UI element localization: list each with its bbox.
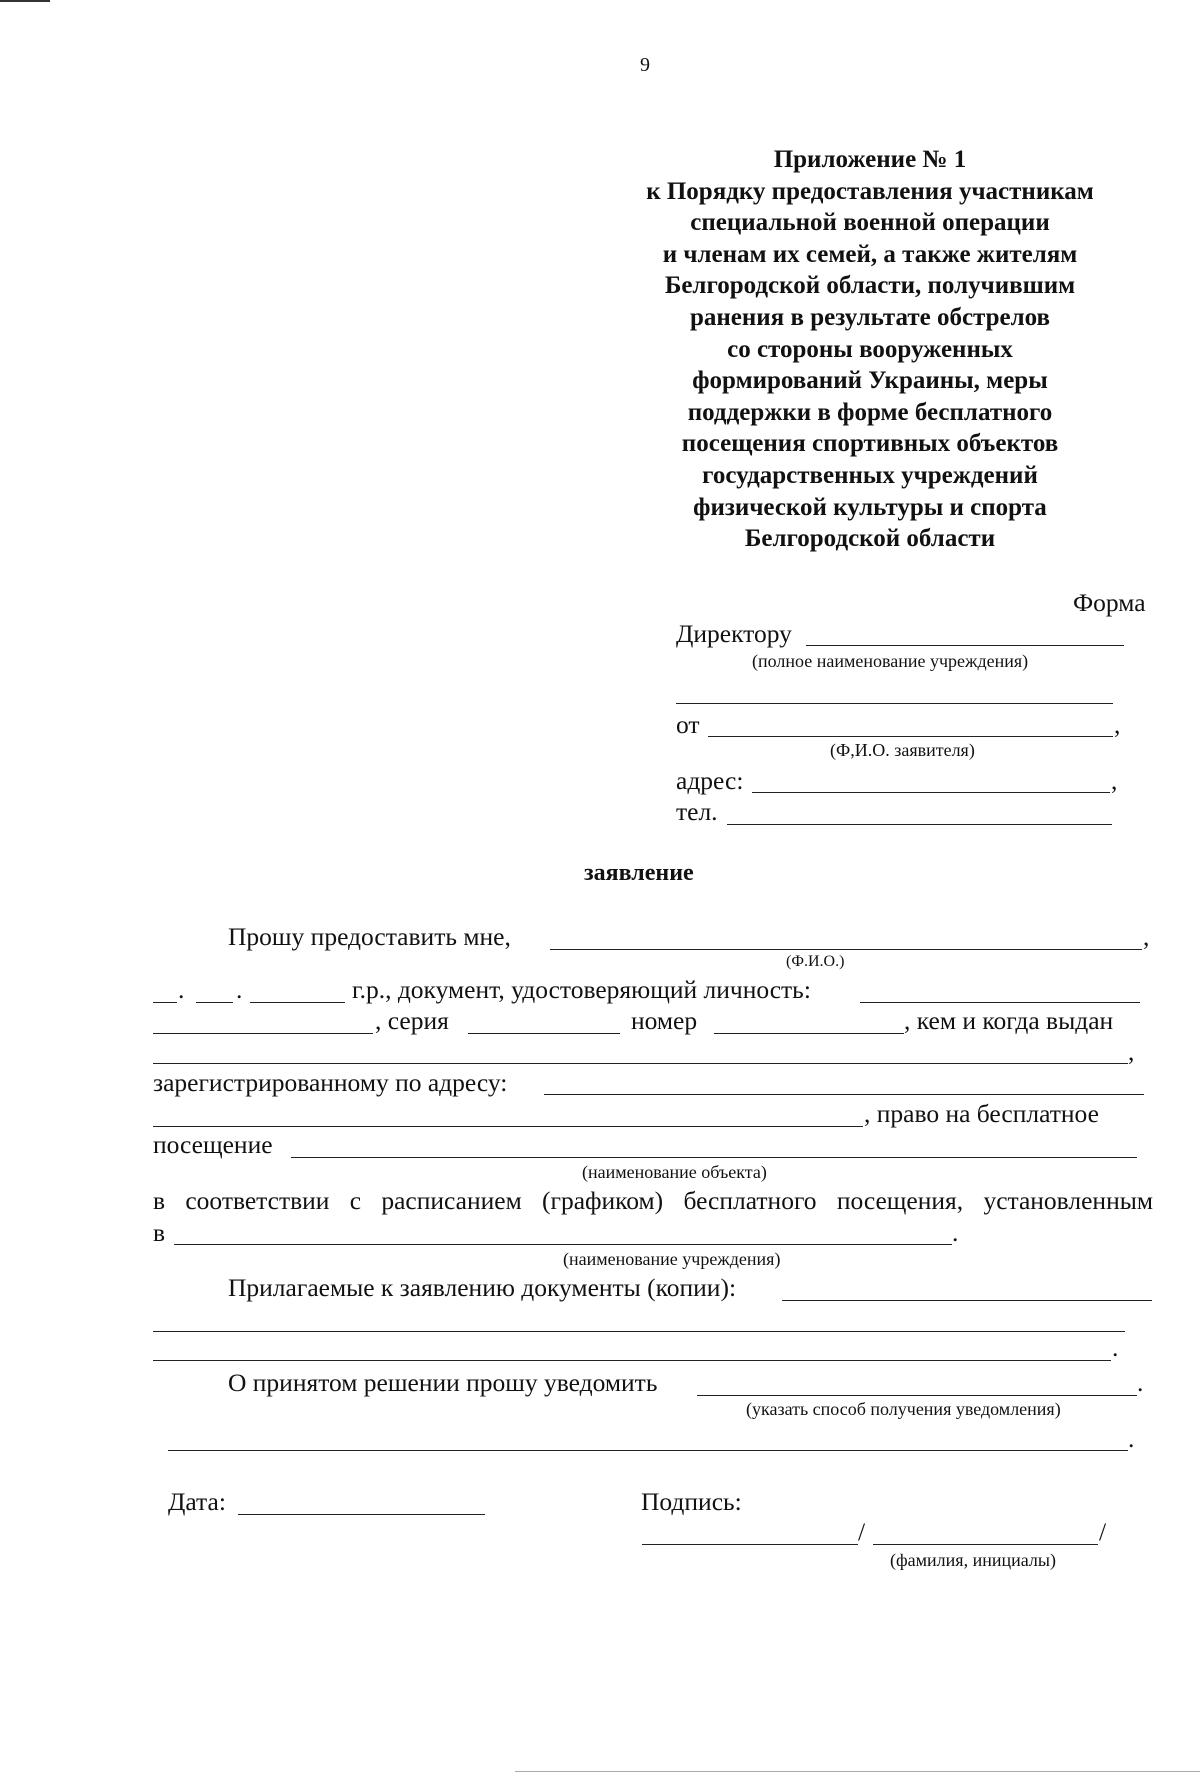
applicant-name-field[interactable] xyxy=(708,736,1113,737)
appendix-line: к Порядку предоставления участникам xyxy=(646,177,1094,205)
appendix-line: и членам их семей, а также жителям xyxy=(662,240,1078,268)
registered-address-field[interactable] xyxy=(544,1094,1144,1095)
from-label: от xyxy=(676,710,700,739)
document-type-field[interactable] xyxy=(153,1033,373,1034)
notify-text: О принятом решении прошу уведомить xyxy=(228,1368,658,1397)
dot: . xyxy=(178,975,185,1004)
dot: . xyxy=(1137,1368,1144,1397)
sports-object-field[interactable] xyxy=(291,1157,1137,1158)
institution-caption: (наименование учреждения) xyxy=(563,1249,781,1269)
phone-field[interactable] xyxy=(727,824,1112,825)
fio-field[interactable] xyxy=(550,949,1142,950)
notification-method-field[interactable] xyxy=(697,1395,1137,1396)
appendix-line: Белгородской области, получившим xyxy=(664,272,1076,300)
birth-month-field[interactable] xyxy=(196,1002,233,1003)
comma: , xyxy=(1111,766,1118,795)
comma: , xyxy=(1128,1037,1135,1066)
signer-name-field[interactable] xyxy=(873,1544,1098,1545)
notification-continuation-field[interactable] xyxy=(168,1450,1128,1451)
slash: / xyxy=(858,1517,866,1546)
series-label: , серия xyxy=(375,1006,449,1035)
accordance-text: в соответствии с расписанием (графиком) бесплатного посещения, установленным xyxy=(153,1186,1153,1215)
slash: / xyxy=(1099,1517,1107,1546)
dot: . xyxy=(1112,1333,1119,1362)
appendix-line: государственных учреждений xyxy=(702,461,1038,489)
institution-continuation-field[interactable] xyxy=(676,703,1113,704)
birth-year-field[interactable] xyxy=(250,1002,345,1003)
identity-document-field[interactable] xyxy=(860,1002,1140,1003)
signature-label: Подпись: xyxy=(641,1487,742,1516)
series-field[interactable] xyxy=(468,1033,620,1034)
right-to-free-text: , право на бесплатное xyxy=(864,1099,1099,1128)
visit-label: посещение xyxy=(153,1130,273,1159)
director-field[interactable] xyxy=(806,645,1124,646)
attached-documents-line-2[interactable] xyxy=(153,1331,1125,1332)
birth-day-field[interactable] xyxy=(153,1002,177,1003)
registered-address-continuation-field[interactable] xyxy=(153,1126,863,1127)
birth-document-text: г.р., документ, удостоверяющий личность: xyxy=(352,975,811,1004)
attached-documents-field[interactable] xyxy=(782,1300,1152,1301)
issued-by-label: , кем и когда выдан xyxy=(904,1006,1114,1035)
appendix-heading xyxy=(620,144,1120,555)
notification-caption: (указать способ получения уведомления) xyxy=(746,1399,1061,1419)
comma: , xyxy=(1114,710,1121,739)
appendix-line: посещения спортивных объектов xyxy=(681,430,1059,458)
phone-label: тел. xyxy=(676,797,718,826)
fio-caption: (Ф.И.О.) xyxy=(786,953,845,970)
request-text: Прошу предоставить мне, xyxy=(228,922,511,951)
appendix-line: Белгородской области xyxy=(744,525,996,553)
dot: . xyxy=(1128,1424,1135,1453)
signature-field[interactable] xyxy=(642,1544,858,1545)
dot: . xyxy=(952,1218,959,1247)
director-caption: (полное наименование учреждения) xyxy=(752,651,1029,671)
in-label: в xyxy=(153,1218,166,1247)
appendix-line: поддержки в форме бесплатного xyxy=(687,398,1053,426)
date-field[interactable] xyxy=(238,1514,485,1515)
appendix-line: со стороны вооруженных xyxy=(727,335,1013,363)
comma: , xyxy=(1143,922,1150,951)
number-label: номер xyxy=(631,1006,698,1035)
page-number: 9 xyxy=(640,54,650,76)
appendix-line: Приложение № 1 xyxy=(773,146,967,173)
attached-documents-text: Прилагаемые к заявлению документы (копии): xyxy=(228,1273,737,1302)
appendix-line: формирований Украины, меры xyxy=(692,367,1048,395)
address-label: адрес: xyxy=(676,766,744,795)
number-field[interactable] xyxy=(714,1033,904,1034)
dot: . xyxy=(236,975,243,1004)
form-label: Форма xyxy=(1073,588,1146,617)
institution-field[interactable] xyxy=(174,1244,952,1245)
bottom-edge-mark xyxy=(515,1771,1200,1772)
attached-documents-line-3[interactable] xyxy=(153,1360,1111,1361)
object-caption: (наименование объекта) xyxy=(582,1162,767,1182)
signer-name-caption: (фамилия, инициалы) xyxy=(890,1550,1056,1570)
registered-address-label: зарегистрированному по адресу: xyxy=(153,1068,508,1097)
appendix-line: физической культуры и спорта xyxy=(693,493,1047,521)
date-label: Дата: xyxy=(168,1487,226,1516)
document-title: заявление xyxy=(584,860,694,886)
scan-corner-mark xyxy=(0,0,50,2)
appendix-line: специальной военной операции xyxy=(690,209,1050,237)
director-label: Директору xyxy=(676,619,792,648)
issued-by-field[interactable] xyxy=(153,1063,1128,1064)
appendix-line: ранения в результате обстрелов xyxy=(689,303,1051,331)
address-field[interactable] xyxy=(752,792,1110,793)
applicant-name-caption: (Ф,И.О. заявителя) xyxy=(830,740,975,760)
